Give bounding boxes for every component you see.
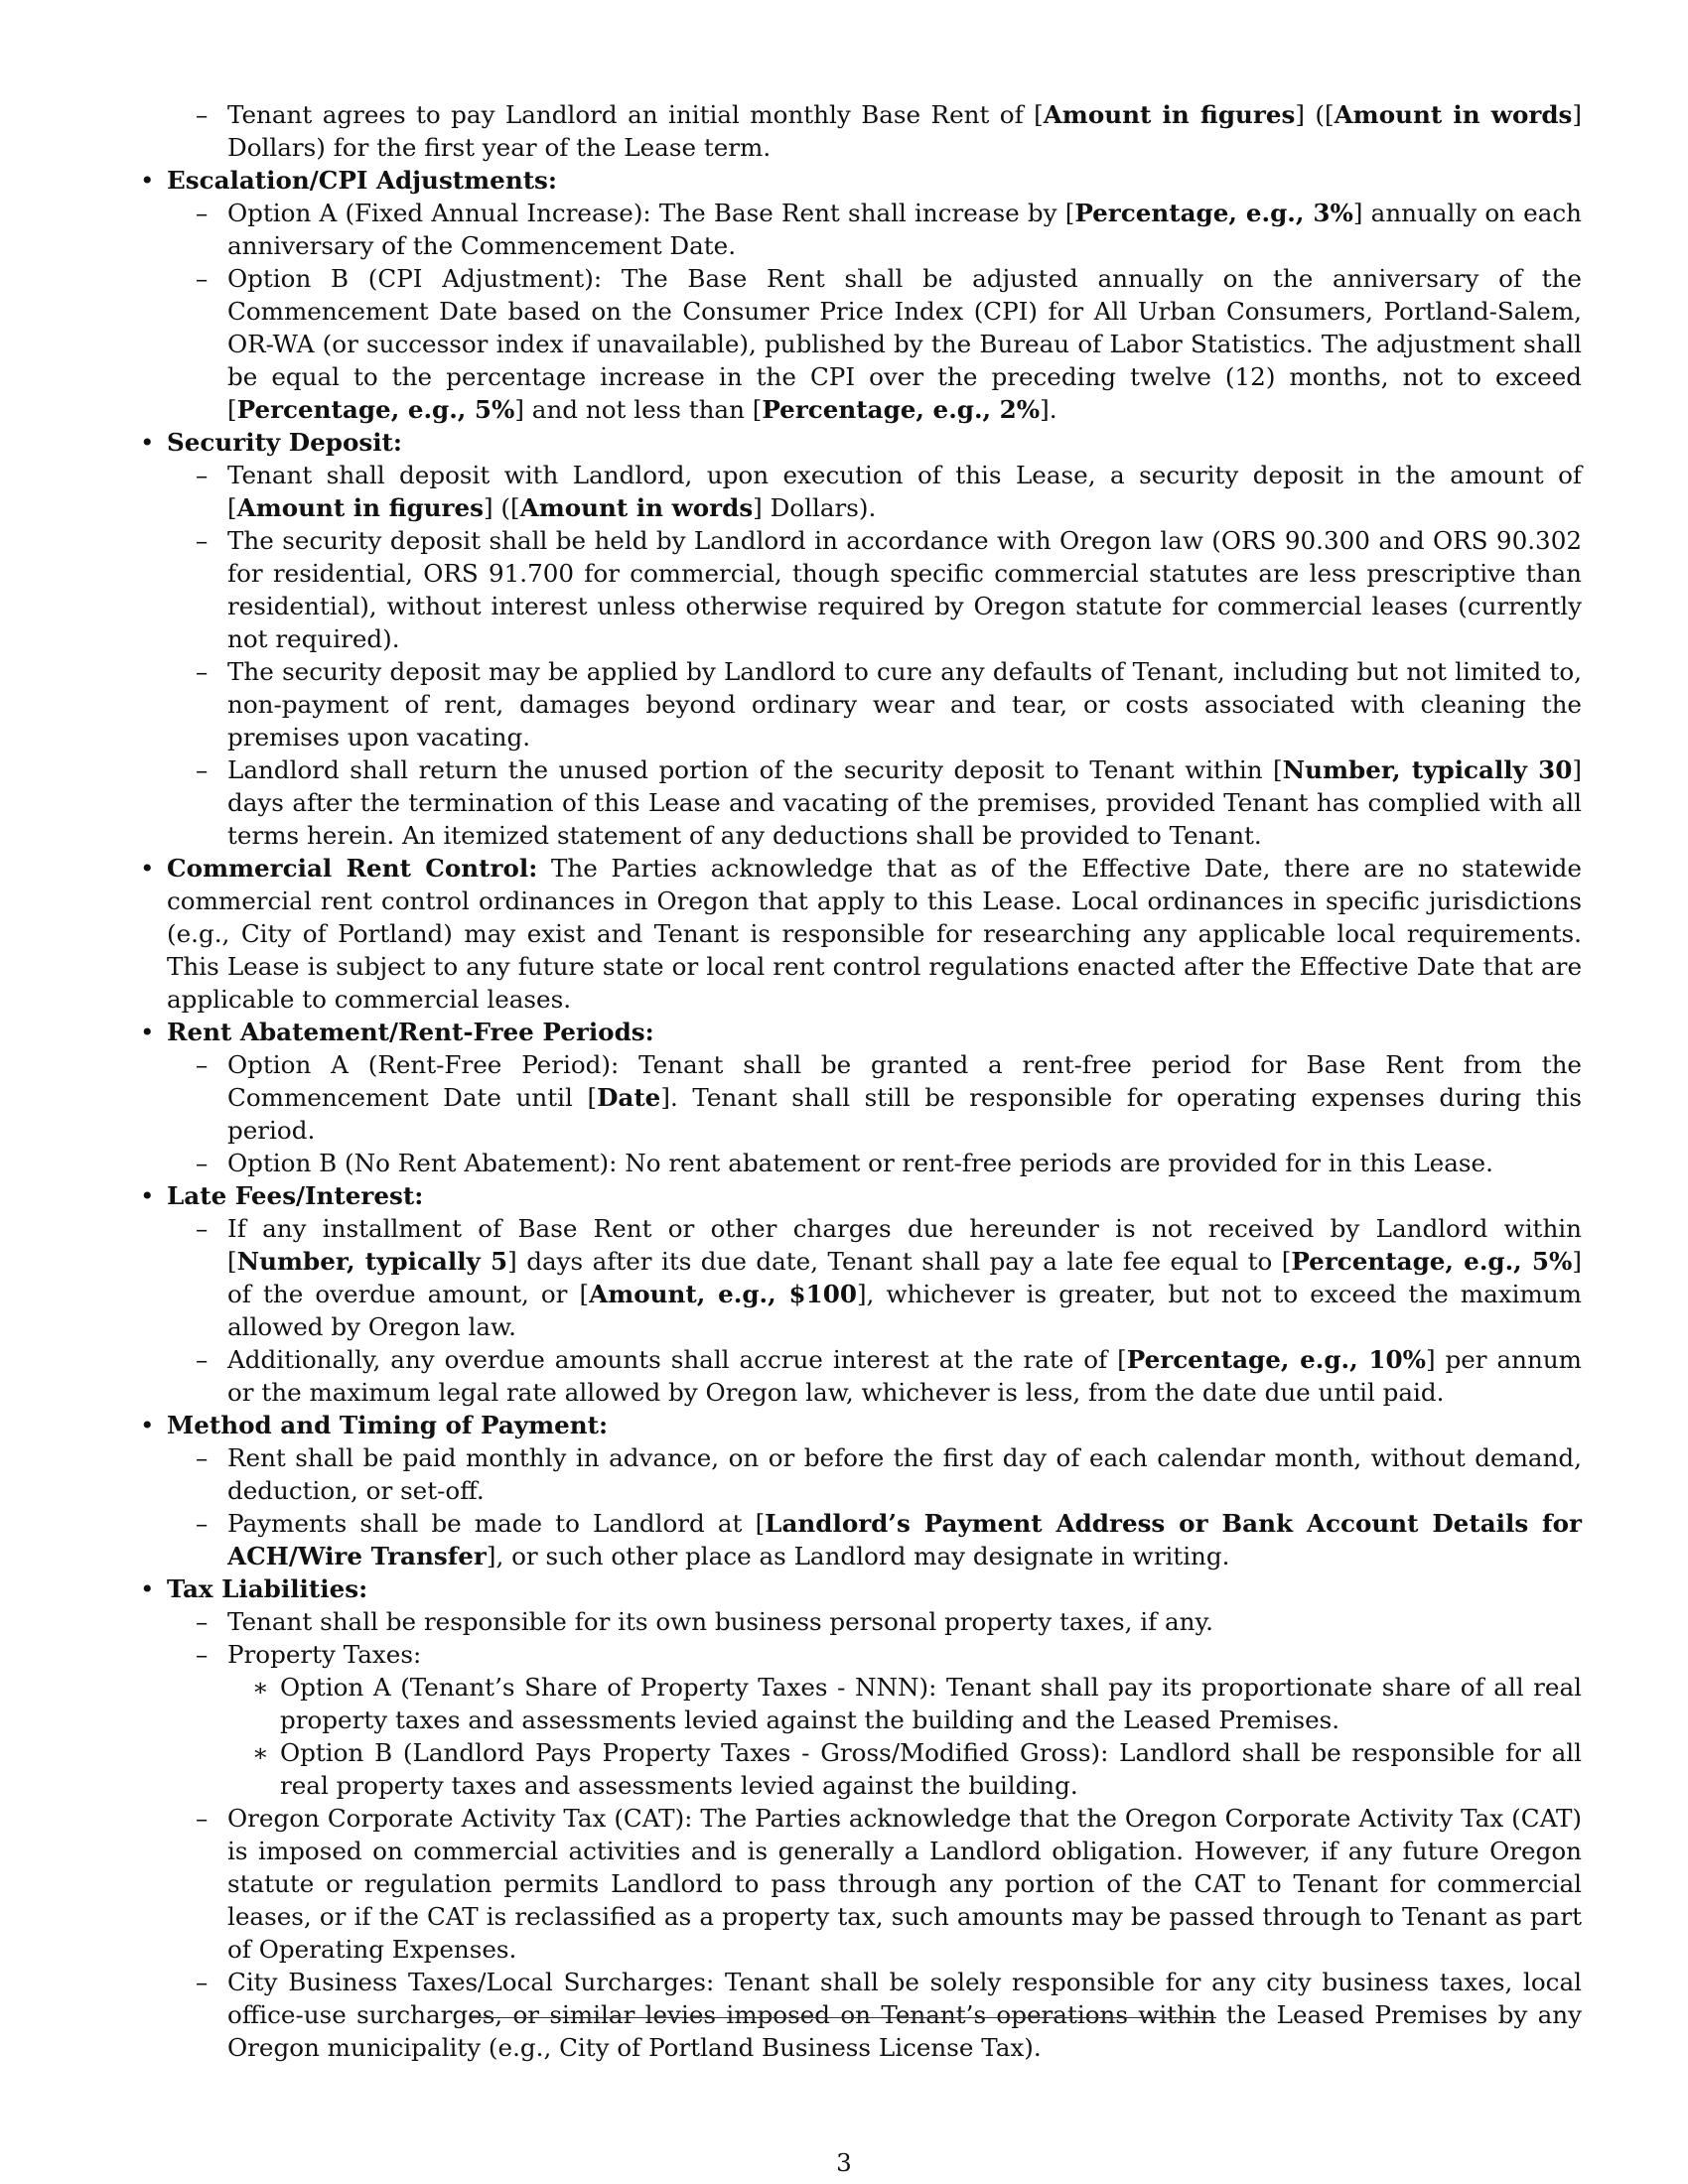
list-item	[227, 753, 1582, 852]
abatement-options	[227, 1048, 1582, 1179]
list-item	[227, 197, 1582, 262]
text: Additionally, any overdue amounts shall accrue interest at the rate of [	[227, 1345, 1127, 1374]
rent-sublist	[227, 98, 1582, 164]
list-item: – Tenant shall be responsible for its own business personal property taxes, if any.	[227, 1605, 1582, 1638]
late-fees-items	[227, 1212, 1582, 1409]
payment-items	[227, 1441, 1582, 1572]
text: ], whichever is greater, but not to exceed the maximum allowed by Oregon law.	[227, 1280, 1582, 1341]
placeholder-field: Percentage, e.g., 5%	[1291, 1247, 1573, 1276]
text: Tenant agrees to pay Landlord an initial monthly Base Rent of [	[227, 100, 1044, 129]
tax-section	[167, 1572, 1582, 2064]
list-item	[227, 1638, 1582, 1802]
placeholder-field: Amount in figures	[236, 493, 484, 522]
page-number: 3	[836, 2148, 852, 2177]
text: ] and not less than [	[514, 395, 763, 424]
list-item: – Rent shall be paid monthly in advance, on or before the first day of each calendar month, without demand, deduction, or set-off.	[227, 1441, 1582, 1507]
text: Option B (CPI Adjustment): The Base Rent shall be adjusted annually on the anniversary of the Commencement Date based on the Consumer Price Index (CPI) for All Urban Consumers, Portland-Salem, OR-WA (or successor index if unavailable), published by the Bureau of Labor Statistics. The adjustment shall be equal to the percentage increase in the CPI over the preceding twelve (12) months, not to exceed [	[227, 264, 1582, 424]
section-heading: Security Deposit:	[167, 428, 402, 457]
section-heading: Rent Abatement/Rent-Free Periods:	[167, 1018, 654, 1046]
text: If any installment of Base Rent or other charges due hereunder is not received by Landlord within [	[227, 1214, 1582, 1276]
text: Tenant shall deposit with Landlord, upon execution of this Lease, a security deposit in the amount of [	[227, 461, 1582, 522]
placeholder-field: Percentage, e.g., 5%	[236, 395, 515, 424]
text: ] ([	[1295, 100, 1335, 129]
text: Property Taxes:	[227, 1640, 422, 1669]
section-list	[167, 98, 1582, 2064]
list-item	[227, 98, 1582, 164]
section-heading: Method and Timing of Payment:	[167, 1411, 609, 1439]
security-deposit-items	[227, 459, 1582, 852]
list-item	[227, 1507, 1582, 1572]
list-item: – Option B (No Rent Abatement): No rent abatement or rent-free periods are provided for in this Lease.	[227, 1147, 1582, 1179]
text: ] days after the termination of this Lease and vacating of the premises, provided Tenant has complied with all terms herein. An itemized statement of any deductions shall be provided to Tenant.	[227, 755, 1582, 850]
text: ] Dollars).	[753, 493, 877, 522]
list-item	[227, 1212, 1582, 1343]
placeholder-field: Date	[597, 1083, 661, 1112]
text: ] Dollars) for the first year of the Lease term.	[227, 100, 1582, 162]
list-item: ∗ Option B (Landlord Pays Property Taxes - Gross/Modified Gross): Landlord shall be responsible for all real property taxes and assessments levied against the building.	[280, 1736, 1582, 1802]
list-item	[227, 1343, 1582, 1409]
placeholder-field: Amount in words	[519, 493, 754, 522]
placeholder-field: Percentage, e.g., 2%	[762, 395, 1041, 424]
tax-items	[227, 1605, 1582, 2064]
list-item: ∗ Option A (Tenant’s Share of Property Taxes - NNN): Tenant shall pay its proportionate share of all real property taxes and assessments levied against the building and the Leased Premises.	[280, 1671, 1582, 1736]
rent-continuation	[167, 98, 1582, 164]
section-heading: Tax Liabilities:	[167, 1574, 368, 1603]
placeholder-field: Amount, e.g., $100	[589, 1280, 857, 1308]
escalation-section	[167, 164, 1582, 426]
text: ] per annum or the maximum legal rate allowed by Oregon law, whichever is less, from the date due until paid.	[227, 1345, 1583, 1407]
list-item	[227, 1048, 1582, 1147]
text: Option A (Rent-Free Period): Tenant shall be granted a rent-free period for Base Rent from the Commencement Date until [	[227, 1050, 1582, 1112]
text: ] days after its due date, Tenant shall pay a late fee equal to [	[507, 1247, 1292, 1276]
text: ] ([	[484, 493, 520, 522]
abatement-section	[167, 1016, 1582, 1179]
text: Landlord shall return the unused portion of the security deposit to Tenant within [	[227, 755, 1283, 784]
placeholder-field: Percentage, e.g., 10%	[1126, 1345, 1426, 1374]
list-item	[227, 262, 1582, 426]
placeholder-field: Landlord’s Payment Address or Bank Account Details for ACH/Wire Transfer	[227, 1509, 1582, 1570]
text: ] of the overdue amount, or [	[227, 1247, 1582, 1308]
placeholder-field: Amount in words	[1334, 100, 1573, 129]
placeholder-field: Number, typically 5	[236, 1247, 508, 1276]
security-deposit-section	[167, 426, 1582, 852]
placeholder-field: Number, typically 30	[1282, 755, 1573, 784]
list-item	[227, 459, 1582, 524]
lease-text	[167, 98, 1582, 2064]
section-heading: Late Fees/Interest:	[167, 1181, 424, 1210]
payment-section	[167, 1409, 1582, 1572]
section-body: The Parties acknowledge that as of the Effective Date, there are no statewide commercial rent control ordinances in Oregon that apply to this Lease. Local ordinances in specific jurisdictions (e.g., City of Portland) may exist and Tenant is responsible for researching any applicable local requirements. This Lease is subject to any future state or local rent control regulations enacted after the Effective Date that are applicable to commercial leases.	[167, 854, 1582, 1014]
late-fees-section	[167, 1179, 1582, 1409]
placeholder-field: Amount in figures	[1043, 100, 1296, 129]
text: ], or such other place as Landlord may designate in writing.	[486, 1542, 1230, 1570]
text: ].	[1040, 395, 1057, 424]
list-item: – Oregon Corporate Activity Tax (CAT): The Parties acknowledge that the Oregon Corporate Activity Tax (CAT) is imposed on commercial activities and is generally a Landlord obligation. However, if any future Oregon statute or regulation permits Landlord to pass through any portion of the CAT to Tenant for commercial leases, or if the CAT is reclassified as a property tax, such amounts may be passed through to Tenant as part of Operating Expenses.	[227, 1802, 1582, 1966]
text: Option A (Fixed Annual Increase): The Base Rent shall increase by [	[227, 199, 1075, 227]
placeholder-field: Percentage, e.g., 3%	[1074, 199, 1353, 227]
text: ]. Tenant shall still be responsible for operating expenses during this period.	[227, 1083, 1583, 1145]
property-tax-options	[280, 1671, 1582, 1802]
section-heading: Escalation/CPI Adjustments:	[167, 166, 557, 195]
section-heading: Commercial Rent Control:	[167, 854, 538, 883]
text: Payments shall be made to Landlord at [	[227, 1509, 766, 1538]
list-item: – City Business Taxes/Local Surcharges: Tenant shall be solely responsible for any city business taxes, local office-use surcharges, or similar levies imposed on Tenant’s operations within the Leased Premises by any Oregon municipality (e.g., City of Portland Business License Tax).	[227, 1966, 1582, 2064]
rent-control-section	[167, 852, 1582, 1016]
text: ] annually on each anniversary of the Commencement Date.	[227, 199, 1582, 260]
list-item: – The security deposit shall be held by Landlord in accordance with Oregon law (ORS 90.300 and ORS 90.302 for residential, ORS 91.700 for commercial, though specific commercial statutes are less prescriptive than residential), without interest unless otherwise required by Oregon statute for commercial leases (currently not required).	[227, 524, 1582, 655]
list-item: – The security deposit may be applied by Landlord to cure any defaults of Tenant, including but not limited to, non-payment of rent, damages beyond ordinary wear and tear, or costs associated with cleaning the premises upon vacating.	[227, 655, 1582, 753]
escalation-options	[227, 197, 1582, 426]
footer-divider	[471, 2017, 1216, 2018]
